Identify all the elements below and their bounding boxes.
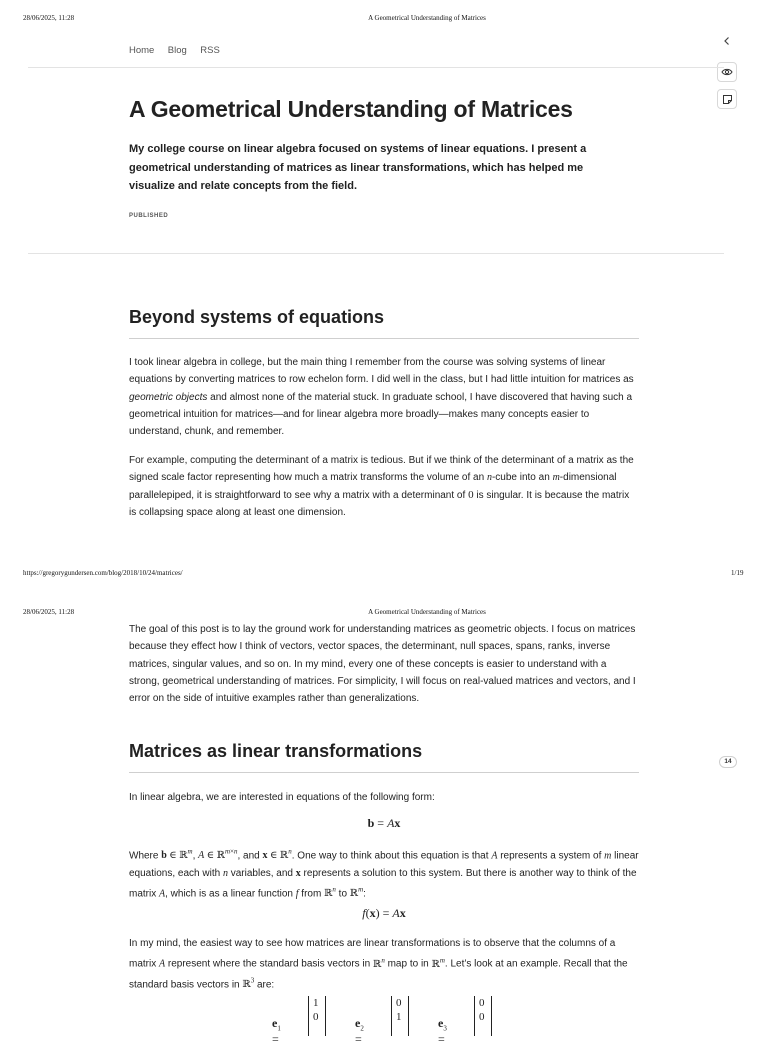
print-header-datetime: 28/06/2025, 11:28 (23, 14, 75, 22)
print-footer-url: https://gregorygundersen.com/blog/2018/10/24/matrices/ (23, 569, 183, 577)
comment-count-badge[interactable]: 14 (719, 756, 737, 768)
print-header-datetime-2: 28/06/2025, 11:28 (23, 608, 75, 616)
equation-b-equals-ax: b = Ax (367, 816, 401, 830)
paragraph-goal: The goal of this post is to lay the ground work for understanding matrices as geometric objects. I focus on matrices because they effect how I think of vectors, vector spaces, the determinant, null spaces, spans, ranks, inverse matrices, singular values, and so on. In my mind, every one of these concepts is easier to understand with a strong, geometrical understanding of matrices. For simplicity, I will focus on real-valued matrices and vectors, and I error on the side of intuitive examples rather than generalizations. (129, 624, 636, 705)
section-heading-rule-2 (129, 772, 639, 773)
paragraph-where: Where b ∈ ℝ$^m$, A ∈ ℝ$^{m\times n}$, and x ∈ ℝ$^n$. One way to think about this equation is that A represents a system of m linear equations, each with n variables, and x represents a solution to this system. But there is another way to think of the matrix A, which is as a linear function f from ℝ$^n$ to ℝ$^m$: (129, 848, 639, 900)
collapse-sidebar-button[interactable] (717, 31, 737, 51)
section-heading-transformations: Matrices as linear transformations (129, 741, 423, 761)
print-header-title-2: A Geometrical Understanding of Matrices (368, 608, 486, 616)
nav-home-link[interactable]: Home (129, 45, 155, 56)
equation-f-of-x: f(x) = Ax (362, 906, 406, 920)
paragraph-determinant: For example, computing the determinant of a matrix is tedious. But if we think of the determinant of a matrix as the signed scale factor representing how much a matrix transforms the volume of an n-cube into an m-dimensional parallelepiped, it is straightforward to see why a matrix with a determinant of 0 is singular. It is because the matrix is collapsing space along at least one dimension. (129, 455, 634, 518)
print-header-title: A Geometrical Understanding of Matrices (368, 14, 486, 22)
note-button[interactable] (717, 89, 737, 109)
paragraph-columns: In my mind, the easiest way to see how matrices are linear transformations is to observe that the columns of a matrix A represent where the standard basis vectors in ℝ$^n$ map to in ℝ$^m$. Let’s look at an example. Recall that the standard basis vectors in ℝ$^3$ are: (129, 938, 628, 991)
sticky-note-icon (722, 94, 733, 105)
nav-rss-link[interactable]: RSS (200, 45, 220, 56)
title-divider (28, 253, 724, 254)
header-divider (28, 67, 724, 68)
top-nav (129, 40, 229, 58)
view-button[interactable] (717, 62, 737, 82)
chevron-left-icon (722, 36, 732, 46)
section-heading-beyond: Beyond systems of equations (129, 307, 385, 327)
article-title: A Geometrical Understanding of Matrices (129, 96, 573, 122)
section-heading-rule (129, 338, 639, 339)
paragraph-equations: In linear algebra, we are interested in equations of the following form: (129, 792, 435, 803)
article-lead: My college course on linear algebra focused on systems of linear equations. I present a geometrical understanding of matrices as linear transformations, which has helped me visualize and relate concepts from the field. (129, 143, 587, 192)
published-label: PUBLISHED (129, 213, 169, 219)
nav-blog-link[interactable]: Blog (167, 45, 187, 56)
eye-icon (721, 67, 733, 77)
paragraph-intro: I took linear algebra in college, but the main thing I remember from the course was solving systems of linear equations by converting matrices to row echelon form. I did well in the class, but I had little intuition for matrices as geometric objects and almost none of the material stuck. In graduate school, I have discovered that having such a geometrical intuition for matrices—and for linear algebra more broadly—makes many concepts easier to understand, chunk, and remember. (129, 357, 634, 438)
print-footer-page: 1/19 (731, 569, 744, 577)
